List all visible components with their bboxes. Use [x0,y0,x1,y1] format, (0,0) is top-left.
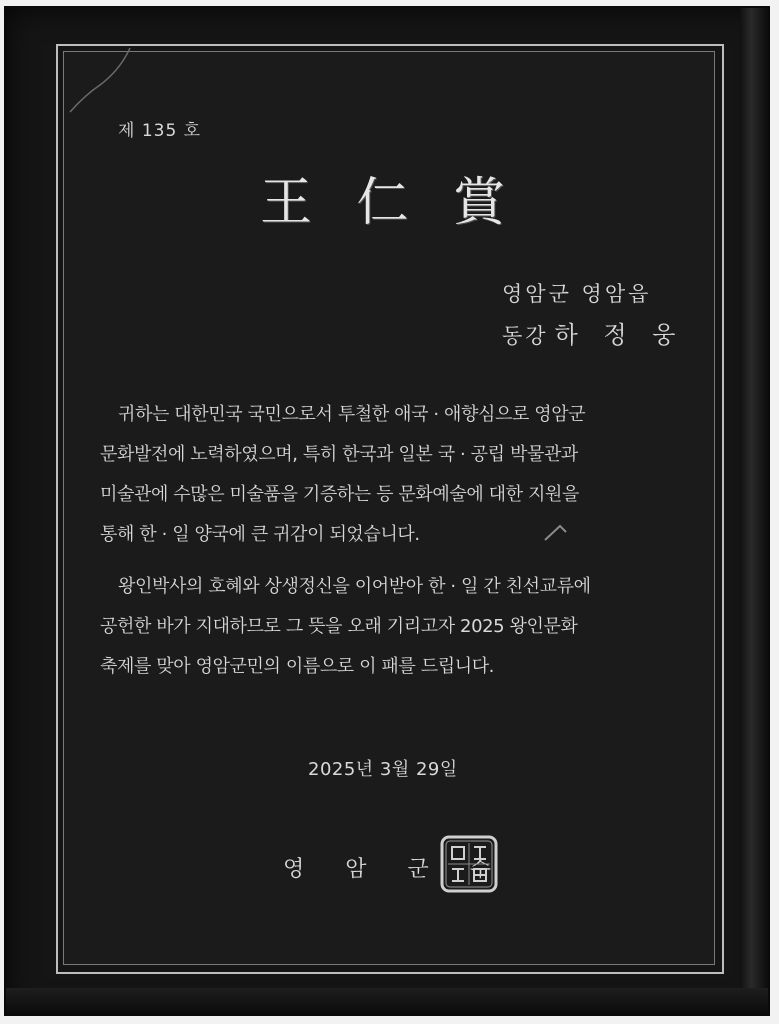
scratch-mark [60,40,160,120]
recipient-name: 하 정 웅 [554,321,685,349]
recipient-prefix: 동강 [502,324,549,348]
scratch-mark [540,520,580,550]
citation-line: 통해 한 · 일 양국에 큰 귀감이 되었습니다. [100,524,420,545]
citation-line: 문화발전에 노력하였으며, 특히 한국과 일본 국 · 공립 박물관과 [100,444,578,465]
official-seal [440,835,498,893]
citation-line: 축제를 맞아 영암군민의 이름으로 이 패를 드립니다. [100,656,494,677]
citation-line: 공헌한 바가 지대하므로 그 뜻을 오래 기리고자 2025 왕인문화 [100,616,578,637]
issuer-title: 영 암 군 수 [283,857,508,882]
recipient-region: 영암군 영암읍 [502,282,652,306]
recipient-line [502,315,684,350]
award-date: 2025년 3월 29일 [308,759,458,780]
award-number: 제 135 호 [118,121,202,141]
citation-line: 귀하는 대한민국 국민으로서 투철한 애국 · 애향심으로 영암군 [118,404,586,425]
citation-line: 왕인박사의 호혜와 상생정신을 이어받아 한 · 일 간 친선교류에 [118,576,591,597]
plaque-side-edge [740,8,768,1014]
plaque-bottom-edge [6,988,768,1014]
citation-line: 미술관에 수많은 미술품을 기증하는 등 문화예술에 대한 지원을 [100,484,579,505]
award-title: 王 仁 賞 [259,173,520,233]
